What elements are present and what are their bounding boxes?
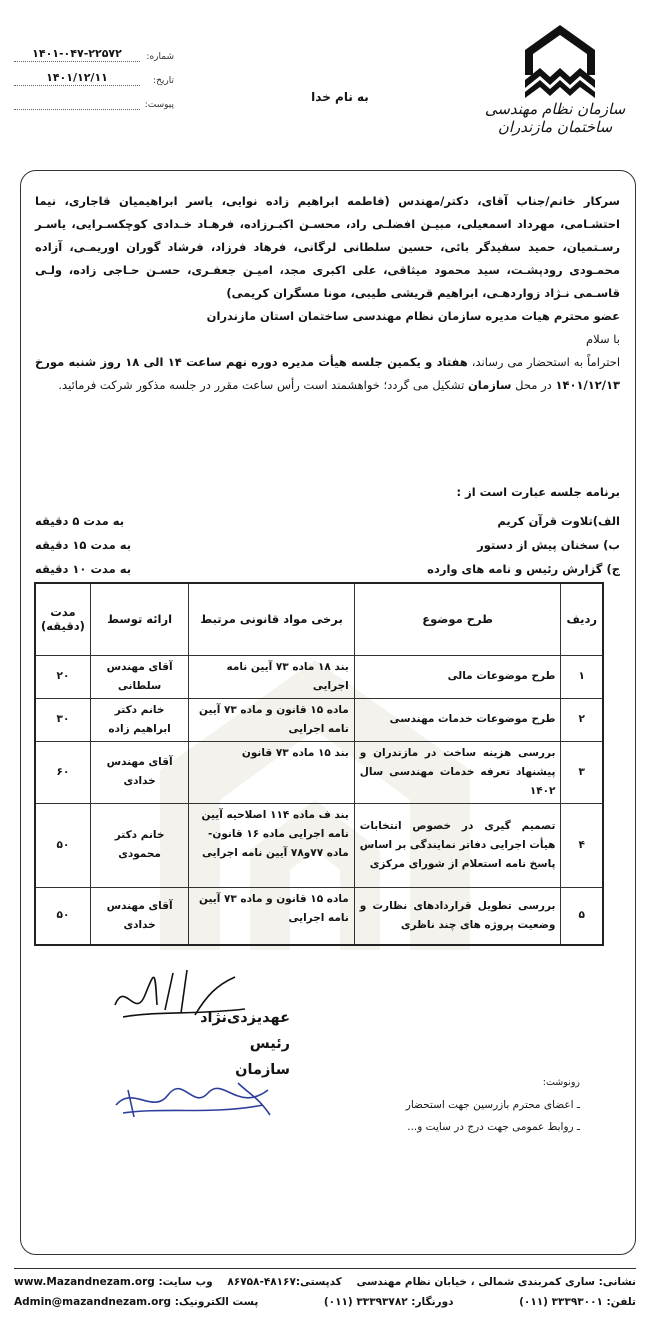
footer-postal: کدپستی:۴۸۱۶۷-۸۶۷۵۸ — [227, 1276, 342, 1288]
header-subject: طرح موضوع — [354, 583, 561, 655]
footer-website-link[interactable]: www.Mazandnezam.org — [14, 1276, 155, 1288]
cell-subject: طرح موضوعات مالی — [354, 655, 561, 698]
agenda-title: برنامه جلسه عبارت است از : — [456, 485, 620, 499]
cell-laws: ماده ۱۵ قانون و ماده ۷۳ آیین نامه اجرایی — [189, 887, 355, 945]
footer-address: نشانی: ساری کمربندی شمالی ، خیابان نظام مهندسی — [356, 1276, 636, 1288]
cell-presenter: خانم دکتر ابراهیم زاده — [90, 698, 188, 741]
cell-presenter: آقای مهندس خدادی — [90, 741, 188, 803]
signer-title: رئیس سازمان — [235, 1036, 290, 1078]
header-presenter: ارائه توسط — [90, 583, 188, 655]
agenda-item-text: ج) گزارش رئیس و نامه های وارده — [427, 562, 620, 576]
cell-laws: ماده ۱۵ قانون و ماده ۷۳ آیین نامه اجرایی — [189, 698, 355, 741]
cell-laws: بند ۱۵ ماده ۷۳ قانون — [189, 741, 355, 803]
header-index: ردیف — [561, 583, 603, 655]
header-duration: مدت (دقیقه) — [35, 583, 90, 655]
bismillah: به نام خدا — [311, 90, 369, 104]
organization-logo — [505, 20, 615, 100]
table-row — [35, 887, 603, 945]
date-value: ۱۴۰۱/۱۲/۱۱ — [14, 71, 140, 86]
letter-body — [35, 190, 620, 397]
recipients: سرکار خانم/جناب آقای، دکتر/مهندس (فاطمه ابراهیم زاده نوایی، یاسر ابراهیمیان قاجاری، نیما احتشـامی، مهرداد اسمعیلی، مبیـن افضلـی راد، محسـن اکبـرزاده، فرهـاد خـدادی کوچکسـرایی، یاسـر رسـتمیان، حمید سفیدگر بائی، حسین سلطانی لرگانی، فرهاد فرزاد، فرشاد گوران اوریمـی، آزاده محمـودی رودپشـت، سید محمود میثاقی، علی اکبری مجد، امیـن جعفـری، حسـن حـاجی زاده، ولـی قاسـمی نـژاد زواردهـی، ابراهیم قریشی طیبی، مونا مسگران کریمی) — [35, 194, 620, 300]
cc-title: رونوشت: — [542, 1077, 580, 1088]
cell-duration: ۳۰ — [35, 698, 90, 741]
agenda-item-text: ب) سخنان پیش از دستور — [477, 538, 620, 552]
cell-subject: بررسی هزینه ساخت در مازندران و پیشنهاد تعرفه خدمات مهندسی سال ۱۴۰۲ — [354, 741, 561, 803]
table-row — [35, 655, 603, 698]
cell-index: ۱ — [561, 655, 603, 698]
footer-email-label: پست الکترونیک: — [174, 1296, 259, 1308]
footer-website-block — [14, 1276, 213, 1288]
agenda-item — [35, 533, 620, 557]
date-row — [14, 62, 174, 86]
footer — [14, 1272, 636, 1312]
greeting: با سلام — [586, 332, 620, 346]
cell-subject: تصمیم گیری در خصوص انتخابات هیأت اجرایی دفاتر نمایندگی بر اساس پاسخ نامه استعلام از شورای مرکزی — [354, 803, 561, 887]
cell-duration: ۵۰ — [35, 887, 90, 945]
footer-fax: دورنگار: ۳۳۳۹۳۷۸۲ (۰۱۱) — [323, 1296, 454, 1308]
agenda-item-duration: به مدت ۱۵ دقیقه — [35, 538, 132, 552]
cell-duration: ۵۰ — [35, 803, 90, 887]
attachment-label: پیوست: — [144, 100, 174, 110]
agenda — [35, 485, 620, 581]
footer-phone: تلفن: ۳۳۳۹۳۰۰۱ (۰۱۱) — [519, 1296, 636, 1308]
agenda-item-duration: به مدت ۱۰ دقیقه — [35, 562, 132, 576]
intro-end: تشکیل می گردد؛ خواهشمند است رأس ساعت مقرر در جلسه مذکور شرکت فرمائید. — [58, 378, 465, 392]
agenda-item — [35, 509, 620, 533]
agenda-item-text: الف)تلاوت قرآن کریم — [497, 514, 620, 528]
cell-subject: بررسی تطویل قراردادهای نظارت و وضعیت پروژه های چند ناظری — [354, 887, 561, 945]
attachment-value — [14, 108, 140, 110]
table-header-row — [35, 583, 603, 655]
cc-item: ـ روابط عمومی جهت درج در سایت و... — [407, 1121, 580, 1133]
cell-duration: ۲۰ — [35, 655, 90, 698]
agenda-item-duration: به مدت ۵ دقیقه — [35, 514, 125, 528]
intro-paragraph — [35, 351, 620, 397]
cell-subject: طرح موضوعات خدمات مهندسی — [354, 698, 561, 741]
cell-index: ۳ — [561, 741, 603, 803]
cell-index: ۲ — [561, 698, 603, 741]
footer-row — [14, 1272, 636, 1292]
number-row — [14, 38, 174, 62]
number-label: شماره: — [146, 52, 174, 62]
organization-name: سازمان نظام مهندسی ساختمان مازندران — [484, 100, 626, 136]
cell-index: ۵ — [561, 887, 603, 945]
footer-email-block — [14, 1296, 258, 1308]
cell-presenter: آقای مهندس خدادی — [90, 887, 188, 945]
position: عضو محترم هیات مدیره سازمان نظام مهندسی ساختمان استان مازندران — [206, 309, 620, 323]
cc-item: ـ اعضای محترم بازرسین جهت استحضار — [405, 1099, 580, 1111]
footer-email-link[interactable]: Admin@mazandnezam.org — [14, 1296, 172, 1308]
organization-stamp — [108, 1075, 278, 1125]
intro-normal: احتراماً به استحضار می رساند، — [471, 355, 621, 369]
cell-laws: بند ف ماده ۱۱۴ اصلاحیه آیین نامه اجرایی ماده ۱۶ قانون-ماده ۷۷و۷۸ آیین نامه اجرایی — [189, 803, 355, 887]
table-row — [35, 741, 603, 803]
cell-duration: ۶۰ — [35, 741, 90, 803]
cc-section — [340, 1072, 580, 1138]
letter-meta — [14, 38, 174, 110]
cell-presenter: آقای مهندس سلطانی — [90, 655, 188, 698]
header-laws: برخی مواد قانونی مرتبط — [189, 583, 355, 655]
signer-name: عهدیزدی‌نژاد — [200, 1010, 290, 1026]
date-label: تاریخ: — [153, 76, 174, 86]
attachment-row — [14, 86, 174, 110]
footer-website-label: وب سایت: — [158, 1276, 213, 1288]
cell-laws: بند ۱۸ ماده ۷۳ آیین نامه اجرایی — [189, 655, 355, 698]
footer-row — [14, 1292, 636, 1312]
cell-index: ۴ — [561, 803, 603, 887]
intro-mid: در محل — [515, 378, 552, 392]
agenda-item — [35, 557, 620, 581]
agenda-table — [34, 582, 604, 946]
table-row — [35, 803, 603, 887]
footer-divider — [14, 1268, 636, 1269]
table-row — [35, 698, 603, 741]
number-value: ۱۴۰۱-۰۴۷-۲۲۵۷۲ — [14, 47, 140, 62]
signer-block — [195, 1005, 290, 1083]
intro-place: سازمان — [467, 378, 512, 392]
cell-presenter: خانم دکتر محمودی — [90, 803, 188, 887]
intro-bold: هفتاد و یکمین جلسه هیأت مدیره دوره نهم ساعت ۱۴ الی ۱۸ روز شنبه مورخ ۱۴۰۱/۱۲/۱۳ — [35, 355, 620, 392]
